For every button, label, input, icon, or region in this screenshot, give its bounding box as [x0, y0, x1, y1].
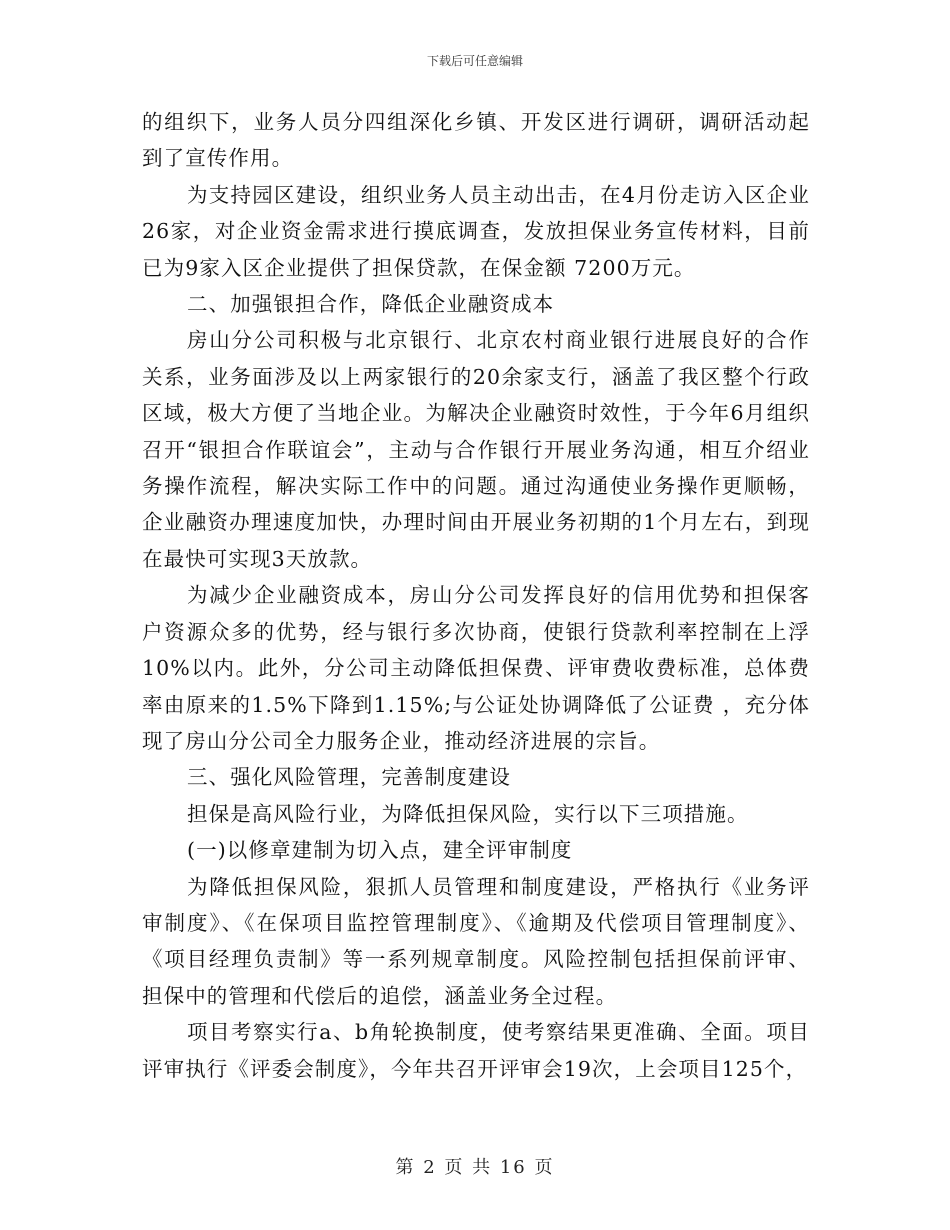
paragraph: 为降低担保风险，狠抓人员管理和制度建设，严格执行《业务评审制度》、《在保项目监控管理制度》、《逾期及代偿项目管理制度》、《项目经理负责制》等一系列规章制度。风险控制包括担保前评审、担保中的管理和代偿后的追偿，涵盖业务全过程。	[142, 874, 810, 1008]
paragraph: 项目考察实行a、b角轮换制度，使考察结果更准确、全面。项目评审执行《评委会制度》，今年共召开评审会19次，上会项目125个，	[142, 1020, 810, 1081]
page-footer: 第 2 页 共 16 页	[395, 1157, 555, 1178]
section-heading: 二、加强银担合作，降低企业融资成本	[187, 292, 555, 317]
paragraph: 担保是高风险行业，为降低担保风险，实行以下三项措施。	[187, 801, 749, 826]
paragraph: 为支持园区建设，组织业务人员主动出击，在4月份走访入区企业26家，对企业资金需求进行摸底调查，发放担保业务宣传材料，目前已为9家入区企业提供了担保贷款，在保金额 7200万元。	[142, 182, 810, 280]
page-header: 下载后可任意编辑	[426, 54, 523, 68]
subsection-heading: (一)以修章建制为切入点，建全评审制度	[187, 838, 573, 863]
section-heading: 三、强化风险管理，完善制度建设	[187, 765, 511, 790]
document-body	[142, 104, 810, 1087]
paragraph: 房山分公司积极与北京银行、北京农村商业银行进展良好的合作关系，业务面涉及以上两家银行的20余家支行，涵盖了我区整个行政区域，极大方便了当地企业。为解决企业融资时效性，于今年6月组织召开“银担合作联谊会”，主动与合作银行开展业务沟通，相互介绍业务操作流程，解决实际工作中的问题。通过沟通使业务操作更顺畅，企业融资办理速度加快，办理时间由开展业务初期的1个月左右，到现在最快可实现3天放款。	[142, 328, 810, 571]
paragraph: 的组织下，业务人员分四组深化乡镇、开发区进行调研，调研活动起到了宣传作用。	[142, 110, 810, 171]
paragraph: 为减少企业融资成本，房山分公司发挥良好的信用优势和担保客户资源众多的优势，经与银行多次协商，使银行贷款利率控制在上浮10%以内。此外，分公司主动降低担保费、评审费收费标准，总体费率由原来的1.5%下降到1.15%;与公证处协调降低了公证费 ，充分体现了房山分公司全力服务企业，推动经济进展的宗旨。	[142, 583, 810, 753]
